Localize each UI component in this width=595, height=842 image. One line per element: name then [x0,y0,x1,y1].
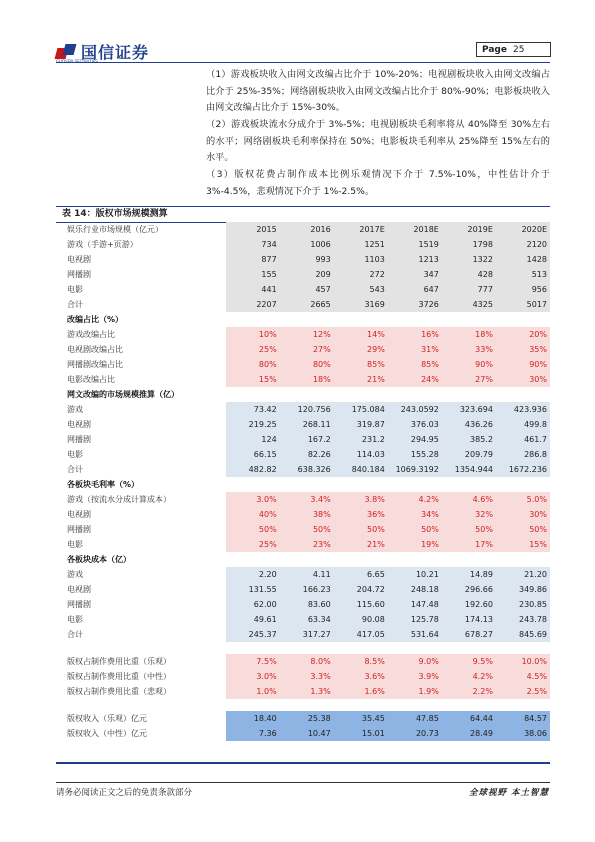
cell-2017E: 15.01 [334,726,388,741]
section-header-row [56,477,550,492]
cell-2016: 82.26 [280,447,334,462]
cell-2016: 8.0% [280,654,334,669]
cell-2016 [280,312,334,327]
row-label: 游戏改编占比 [67,330,115,339]
cell-2017E: 1103 [334,252,388,267]
cell-2017E: 204.72 [334,582,388,597]
table-row [56,726,550,741]
row-label: 游戏 [67,570,83,579]
cell-2019E: 1798 [442,237,496,252]
cell-2018E: 3.9% [388,669,442,684]
cell-2019E: 4.6% [442,492,496,507]
row-label: 网播剧改编占比 [67,360,123,369]
cell-2020E [496,477,550,492]
cell-2015: 3.0% [226,669,280,684]
cell-2019E: 1322 [442,252,496,267]
table-row [56,237,550,252]
cell-2015: 40% [226,507,280,522]
cell-2017E: 543 [334,282,388,297]
cell-2018E: 34% [388,507,442,522]
cell-2017E: 3169 [334,297,388,312]
cell-2015: 62.00 [226,597,280,612]
table-row [56,507,550,522]
row-label [56,699,226,711]
cell-2017E: 319.87 [334,417,388,432]
cell-2018E: 147.48 [388,597,442,612]
table-row [56,537,550,552]
cell-2017E: 3.6% [334,669,388,684]
cell-2016: 38% [280,507,334,522]
table-row [56,462,550,477]
table-row [56,492,550,507]
row-label: 电视剧改编占比 [67,345,123,354]
cell-2018E: 3726 [388,297,442,312]
cell-2016: 993 [280,252,334,267]
cell-2018E [388,477,442,492]
cell-2015: 155 [226,267,280,282]
table-row [56,711,550,726]
cell-2019E [442,312,496,327]
cell-2017E: 114.03 [334,447,388,462]
table-row [56,447,550,462]
cell-2020E: 1672.236 [496,462,550,477]
cell-2017E: 29% [334,342,388,357]
cell-2020E [496,699,550,711]
cell-2019E: 678.27 [442,627,496,642]
header-divider [56,62,550,63]
spacer-row [56,699,550,711]
copyright-market-table [56,222,550,741]
page-label: Page [482,45,507,55]
cell-2015 [226,699,280,711]
cell-2015: 66.15 [226,447,280,462]
cell-2017E: 35.45 [334,711,388,726]
cell-2015: 25% [226,342,280,357]
cell-2016: 12% [280,327,334,342]
cell-2017E: 175.084 [334,402,388,417]
row-label: 游戏（按流水分成计算成本） [67,495,171,504]
row-label: 电视剧 [67,255,91,264]
cell-2020E: 499.8 [496,417,550,432]
cell-2017E: 6.65 [334,567,388,582]
cell-2020E: 2020E [496,222,550,237]
cell-2019E: 9.5% [442,654,496,669]
cell-2018E [388,642,442,654]
cell-2019E: 64.44 [442,711,496,726]
cell-2017E [334,312,388,327]
cell-2015 [226,552,280,567]
paragraph-1: （1）游戏板块收入由网文改编占比介于 10%-20%；电视剧板块收入由网文改编占比介于 25%-35%；网络剧板块收入由网文改编占比介于 80%-90%；电影板块收入由网文改编占比介于 15%-30%。 [206,69,550,113]
cell-2020E: 286.8 [496,447,550,462]
cell-2020E [496,642,550,654]
cell-2016: 1.3% [280,684,334,699]
cell-2015: 482.82 [226,462,280,477]
cell-2015: 877 [226,252,280,267]
cell-2016: 638.326 [280,462,334,477]
row-label: 网播剧 [67,435,91,444]
row-label: 娱乐行业市场规模（亿元） [67,225,163,234]
cell-2015 [226,312,280,327]
table-row [56,522,550,537]
cell-2018E: 1213 [388,252,442,267]
cell-2015: 131.55 [226,582,280,597]
cell-2019E: 90% [442,357,496,372]
row-label: 电影 [67,615,83,624]
cell-2018E: 125.78 [388,612,442,627]
cell-2019E: 1354.944 [442,462,496,477]
cell-2018E: 155.28 [388,447,442,462]
cell-2015: 25% [226,537,280,552]
cell-2017E [334,552,388,567]
cell-2020E: 4.5% [496,669,550,684]
section-header-row [56,312,550,327]
row-label: 合计 [67,300,83,309]
cell-2016: 2016 [280,222,334,237]
row-label: 电视剧 [67,420,91,429]
cell-2019E: 174.13 [442,612,496,627]
cell-2020E: 30% [496,372,550,387]
section-header-row [56,552,550,567]
row-label: 合计 [67,630,83,639]
cell-2016: 3.4% [280,492,334,507]
cell-2019E: 4.2% [442,669,496,684]
cell-2019E: 209.79 [442,447,496,462]
row-label: 电影 [67,285,83,294]
row-label: 网播剧 [67,600,91,609]
cell-2018E: 50% [388,522,442,537]
cell-2016: 209 [280,267,334,282]
cell-2015: 1.0% [226,684,280,699]
cell-2017E: 8.5% [334,654,388,669]
cell-2019E: 192.60 [442,597,496,612]
table-row [56,582,550,597]
cell-2018E [388,552,442,567]
table-row [56,417,550,432]
cell-2017E: 90.08 [334,612,388,627]
cell-2020E: 513 [496,267,550,282]
table-row [56,357,550,372]
cell-2019E: 32% [442,507,496,522]
cell-2016: 3.3% [280,669,334,684]
cell-2020E: 35% [496,342,550,357]
cell-2015: 2015 [226,222,280,237]
row-label: 电视剧 [67,510,91,519]
cell-2020E: 20% [496,327,550,342]
cell-2020E [496,387,550,402]
cell-2016: 25.38 [280,711,334,726]
cell-2019E [442,387,496,402]
cell-2017E: 50% [334,522,388,537]
cell-2016: 167.2 [280,432,334,447]
cell-2016: 4.11 [280,567,334,582]
cell-2015: 219.25 [226,417,280,432]
row-label: 改编占比（%） [67,315,124,324]
cell-2016: 83.60 [280,597,334,612]
cell-2017E: 36% [334,507,388,522]
cell-2016: 268.11 [280,417,334,432]
cell-2018E: 85% [388,357,442,372]
row-label: 网播剧 [67,525,91,534]
cell-2019E [442,699,496,711]
cell-2015: 73.42 [226,402,280,417]
cell-2019E: 296.66 [442,582,496,597]
cell-2018E: 294.95 [388,432,442,447]
cell-2020E: 243.78 [496,612,550,627]
cell-2015: 7.5% [226,654,280,669]
row-label: 电视剧 [67,585,91,594]
table-row [56,567,550,582]
cell-2017E [334,642,388,654]
cell-2015: 7.36 [226,726,280,741]
table-bottom-rule [56,762,550,764]
cell-2017E [334,699,388,711]
cell-2018E [388,699,442,711]
table-row [56,627,550,642]
cell-2015: 124 [226,432,280,447]
cell-2015: 80% [226,357,280,372]
cell-2020E: 461.7 [496,432,550,447]
cell-2017E: 1251 [334,237,388,252]
row-label: 网文改编的市场规模推算（亿） [67,390,179,399]
table-row [56,684,550,699]
table-row [56,372,550,387]
row-label: 版权占制作费用比重（中性） [67,672,171,681]
cell-2015 [226,477,280,492]
cell-2016 [280,699,334,711]
cell-2020E: 84.57 [496,711,550,726]
cell-2016: 120.756 [280,402,334,417]
cell-2019E: 777 [442,282,496,297]
table-row [56,669,550,684]
cell-2016 [280,552,334,567]
table-row [56,402,550,417]
cell-2016: 63.34 [280,612,334,627]
cell-2020E: 15% [496,537,550,552]
cell-2018E: 248.18 [388,582,442,597]
cell-2016: 2665 [280,297,334,312]
cell-2017E: 21% [334,372,388,387]
cell-2018E: 243.0592 [388,402,442,417]
cell-2020E: 230.85 [496,597,550,612]
table-title-text: 表 14：版权市场规模测算 [62,209,168,219]
cell-2019E: 27% [442,372,496,387]
cell-2018E: 347 [388,267,442,282]
cell-2017E: 272 [334,267,388,282]
cell-2017E: 1.6% [334,684,388,699]
cell-2016 [280,387,334,402]
cell-2017E [334,387,388,402]
cell-2016 [280,642,334,654]
cell-2019E: 28.49 [442,726,496,741]
cell-2018E: 1519 [388,237,442,252]
cell-2020E: 2120 [496,237,550,252]
cell-2016: 1006 [280,237,334,252]
cell-2019E: 50% [442,522,496,537]
cell-2017E [334,477,388,492]
cell-2018E: 24% [388,372,442,387]
cell-2019E: 14.89 [442,567,496,582]
cell-2019E: 385.2 [442,432,496,447]
cell-2018E: 10.21 [388,567,442,582]
cell-2016: 317.27 [280,627,334,642]
cell-2017E: 21% [334,537,388,552]
cell-2017E: 14% [334,327,388,342]
cell-2020E: 50% [496,522,550,537]
cell-2015: 245.37 [226,627,280,642]
footer-slogan: 全球视野 本土智慧 [469,788,549,798]
cell-2018E: 1069.3192 [388,462,442,477]
cell-2015: 49.61 [226,612,280,627]
cell-2019E [442,477,496,492]
row-label: 版权收入（乐观）亿元 [67,714,147,723]
cell-2018E: 16% [388,327,442,342]
cell-2016: 457 [280,282,334,297]
cell-2020E: 30% [496,507,550,522]
cell-2017E: 85% [334,357,388,372]
table-row [56,612,550,627]
cell-2016: 80% [280,357,334,372]
cell-2019E: 4325 [442,297,496,312]
paragraph-2: （2）游戏板块流水分成介于 3%-5%；电视剧板块毛利率将从 40%降至 30%左右的水平；网络剧板块毛利率保持在 50%；电影板块毛利率从 25%降至 15%左右的水平。 [206,119,550,163]
cell-2020E: 21.20 [496,567,550,582]
cell-2015: 441 [226,282,280,297]
row-label: 游戏 [67,405,83,414]
cell-2019E [442,642,496,654]
table-row [56,267,550,282]
cell-2020E: 423.936 [496,402,550,417]
cell-2017E: 840.184 [334,462,388,477]
cell-2015: 3.0% [226,492,280,507]
row-label: 游戏（手游+页游） [67,240,138,249]
cell-2019E: 2.2% [442,684,496,699]
page-header [56,40,550,62]
cell-2019E: 17% [442,537,496,552]
cell-2020E: 10.0% [496,654,550,669]
cell-2018E: 9.0% [388,654,442,669]
table-row [56,432,550,447]
cell-2020E [496,552,550,567]
row-label: 电影 [67,540,83,549]
row-label [56,642,226,654]
table-row [56,282,550,297]
disclaimer-note: 请务必阅读正文之后的免责条款部分 [56,788,193,798]
cell-2020E: 956 [496,282,550,297]
table-row [56,297,550,312]
cell-2015: 734 [226,237,280,252]
cell-2020E: 349.86 [496,582,550,597]
table-row [56,597,550,612]
cell-2020E: 5.0% [496,492,550,507]
cell-2015: 18.40 [226,711,280,726]
row-label: 版权占制作费用比重（悲观） [67,687,171,696]
table-row [56,654,550,669]
cell-2016: 50% [280,522,334,537]
spacer-row [56,642,550,654]
cell-2018E: 19% [388,537,442,552]
cell-2015: 15% [226,372,280,387]
table-title [56,206,550,223]
cell-2017E: 2017E [334,222,388,237]
cell-2019E: 323.694 [442,402,496,417]
cell-2018E: 20.73 [388,726,442,741]
cell-2015 [226,387,280,402]
cell-2020E: 38.06 [496,726,550,741]
cell-2019E [442,552,496,567]
cell-2017E: 417.05 [334,627,388,642]
row-label: 网播剧 [67,270,91,279]
table-row [56,252,550,267]
row-label: 版权收入（中性）亿元 [67,729,147,738]
cell-2015: 2.20 [226,567,280,582]
cell-2018E: 31% [388,342,442,357]
row-label: 电影 [67,450,83,459]
cell-2019E: 428 [442,267,496,282]
cell-2020E: 2.5% [496,684,550,699]
cell-2018E: 647 [388,282,442,297]
cell-2015: 10% [226,327,280,342]
cell-2020E [496,312,550,327]
table-row [56,342,550,357]
cell-2019E: 2019E [442,222,496,237]
table-row [56,222,550,237]
cell-2016 [280,477,334,492]
cell-2018E [388,387,442,402]
cell-2016: 27% [280,342,334,357]
footer-divider [56,782,550,783]
cell-2019E: 436.26 [442,417,496,432]
cell-2020E: 90% [496,357,550,372]
row-label: 各板块毛利率（%） [67,480,140,489]
cell-2020E: 1428 [496,252,550,267]
section-header-row [56,387,550,402]
cell-2015 [226,642,280,654]
cell-2018E: 4.2% [388,492,442,507]
cell-2017E: 231.2 [334,432,388,447]
paragraph-3: （3）版权花费占制作成本比例乐观情况下介于 7.5%-10%，中性估计介于 3%-4.5%，悲观情况下介于 1%-2.5%。 [206,169,550,197]
cell-2018E: 376.03 [388,417,442,432]
cell-2018E [388,312,442,327]
cell-2015: 2207 [226,297,280,312]
cell-2016: 23% [280,537,334,552]
row-label: 合计 [67,465,83,474]
row-label: 电影改编占比 [67,375,115,384]
cell-2016: 18% [280,372,334,387]
cell-2018E: 1.9% [388,684,442,699]
cell-2019E: 33% [442,342,496,357]
cell-2020E: 5017 [496,297,550,312]
table-row [56,327,550,342]
cell-2017E: 3.8% [334,492,388,507]
row-label: 版权占制作费用比重（乐观） [67,657,171,666]
logo-text: 国信证券 [81,43,150,62]
page-number-box [476,42,551,57]
cell-2015: 50% [226,522,280,537]
cell-2016: 166.23 [280,582,334,597]
cell-2019E: 18% [442,327,496,342]
cell-2018E: 531.64 [388,627,442,642]
page-number: 25 [512,45,525,55]
cell-2018E: 2018E [388,222,442,237]
cell-2016: 10.47 [280,726,334,741]
cell-2018E: 47.85 [388,711,442,726]
row-label: 各板块成本（亿） [67,555,131,564]
cell-2017E: 115.60 [334,597,388,612]
cell-2020E: 845.69 [496,627,550,642]
